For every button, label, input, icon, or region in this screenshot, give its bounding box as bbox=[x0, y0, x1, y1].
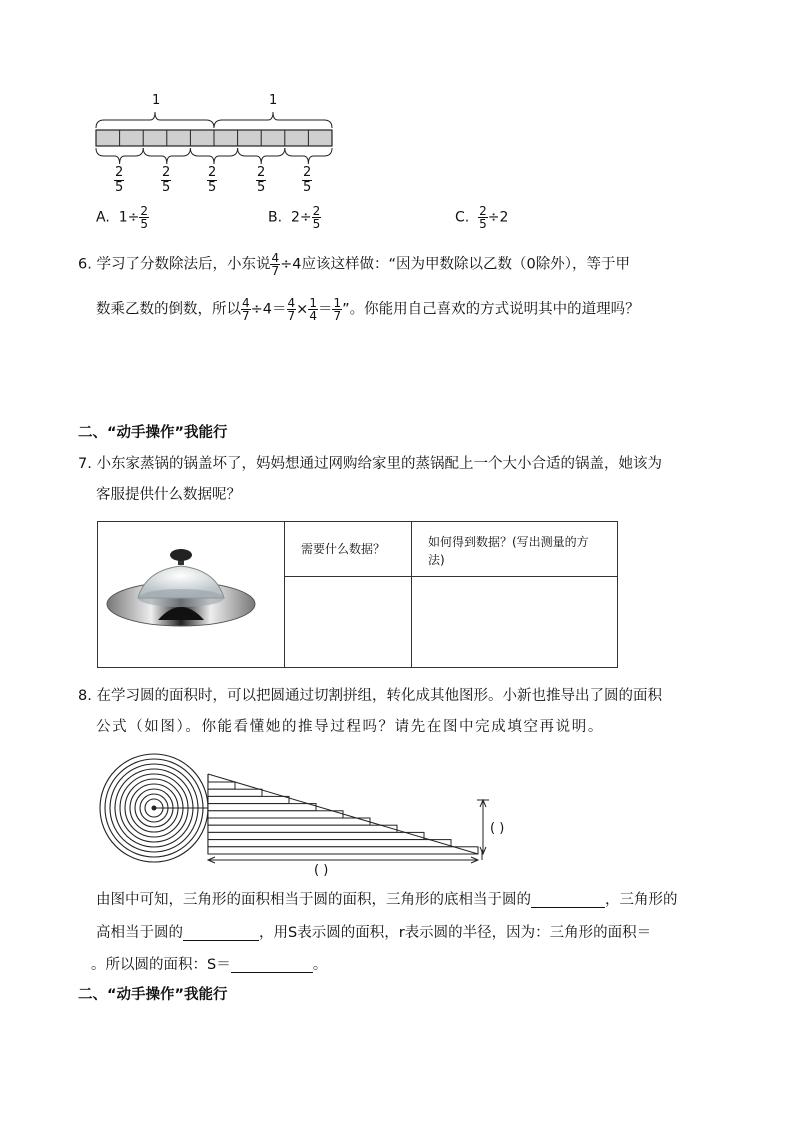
option-a-fraction: $\frac{2}{5}$ bbox=[140, 204, 148, 231]
bottom-brace bbox=[238, 148, 285, 164]
unrolled-strip bbox=[208, 804, 316, 811]
brace-label-1: 1 bbox=[152, 93, 161, 108]
q8-line-2: 公式（如图）。你能看懂她的推导过程吗？请先在图中完成填空再说明。 bbox=[96, 719, 604, 735]
unrolled-strip bbox=[208, 840, 451, 847]
segment-fraction-label: $\frac{2}{5}$ bbox=[257, 165, 266, 195]
unrolled-strip bbox=[208, 789, 262, 796]
option-c-fraction: $\frac{2}{5}$ bbox=[479, 204, 487, 231]
q8-text-1: 由图中可知，三角形的面积相当于圆的面积，三角形的底相当于圆的 ，三角形的 bbox=[96, 892, 678, 908]
section-heading: 二、“动手操作”我能行 bbox=[78, 987, 228, 1003]
blank-formula[interactable] bbox=[231, 972, 313, 973]
answer-cell-data[interactable] bbox=[285, 577, 412, 668]
bottom-brace bbox=[96, 148, 143, 164]
q6-line-2: 数乘乙数的倒数，所以 $\frac{4}{7}$ ÷4＝ $\frac{4}{7}$ × $\frac{1}{4}$ ＝ $\frac{1}{7}$ ”。你能用自己喜欢的方式说明其中的道理吗？ bbox=[96, 296, 640, 323]
unrolled-strip bbox=[208, 832, 424, 839]
brace-label-2: 1 bbox=[269, 93, 278, 108]
col-header-how-to-get: 如何得到数据？(写出测量的方法) bbox=[428, 535, 589, 567]
q8-text-2: 高相当于圆的 ，用S表示圆的面积，r表示圆的半径，因为：三角形的面积＝ bbox=[96, 925, 652, 941]
q7-line-2: 客服提供什么数据呢？ bbox=[96, 487, 241, 503]
bottom-brace bbox=[190, 148, 237, 164]
q6-line-1: 6. 学习了分数除法后，小东说 $\frac{4}{7}$ ÷4应该这样做：“因为甲数除以乙数（0除外），等于甲 bbox=[78, 251, 630, 278]
answer-cell-method[interactable] bbox=[412, 577, 618, 668]
q7-line-1: 7. 小东家蒸锅的锅盖坏了，妈妈想通过网购给家里的蒸锅配上一个大小合适的锅盖，她该为 bbox=[78, 456, 662, 472]
segment-fraction-label: $\frac{2}{5}$ bbox=[208, 165, 217, 195]
unrolled-strip bbox=[208, 796, 289, 803]
option-b: B. 2÷ $\frac{2}{5}$ bbox=[268, 204, 321, 231]
lid-image-cell bbox=[98, 522, 285, 668]
col-header-data-needed: 需要什么数据？ bbox=[301, 542, 386, 556]
circle-to-triangle-diagram bbox=[98, 748, 538, 882]
top-brace bbox=[214, 112, 332, 128]
unrolled-strip bbox=[208, 782, 235, 789]
pot-lid-image bbox=[98, 522, 284, 664]
blank-height[interactable] bbox=[183, 940, 259, 941]
blank-base[interactable] bbox=[531, 907, 605, 908]
q8-text-3: 。所以圆的面积：S＝ 。 bbox=[91, 957, 328, 973]
base-blank: ( ) bbox=[314, 863, 329, 878]
option-b-fraction: $\frac{2}{5}$ bbox=[312, 204, 321, 231]
segment-fraction-label: $\frac{2}{5}$ bbox=[115, 165, 124, 195]
option-a: A. 1÷ $\frac{2}{5}$ bbox=[96, 204, 148, 231]
unrolled-strip bbox=[208, 811, 343, 818]
q8-line-1: 8. 在学习圆的面积时，可以把圆通过切割拼组，转化成其他图形。小新也推导出了圆的面积 bbox=[78, 688, 662, 704]
option-c: C. $\frac{2}{5}$ ÷2 bbox=[455, 204, 509, 231]
unrolled-strip bbox=[208, 847, 478, 854]
q6-fraction-1: $\frac{4}{7}$ bbox=[271, 251, 280, 278]
unrolled-strip bbox=[208, 825, 397, 832]
bottom-brace bbox=[285, 148, 332, 164]
height-blank: ( ) bbox=[490, 821, 505, 836]
section-heading: 二、“动手操作”我能行 bbox=[78, 425, 228, 441]
unrolled-strip bbox=[208, 818, 370, 825]
bottom-brace bbox=[143, 148, 190, 164]
q7-answer-table bbox=[97, 521, 618, 668]
top-brace bbox=[96, 112, 214, 128]
segment-strip-diagram bbox=[90, 92, 340, 172]
segment-fraction-label: $\frac{2}{5}$ bbox=[162, 165, 171, 195]
segment-fraction-label: $\frac{2}{5}$ bbox=[303, 165, 312, 195]
